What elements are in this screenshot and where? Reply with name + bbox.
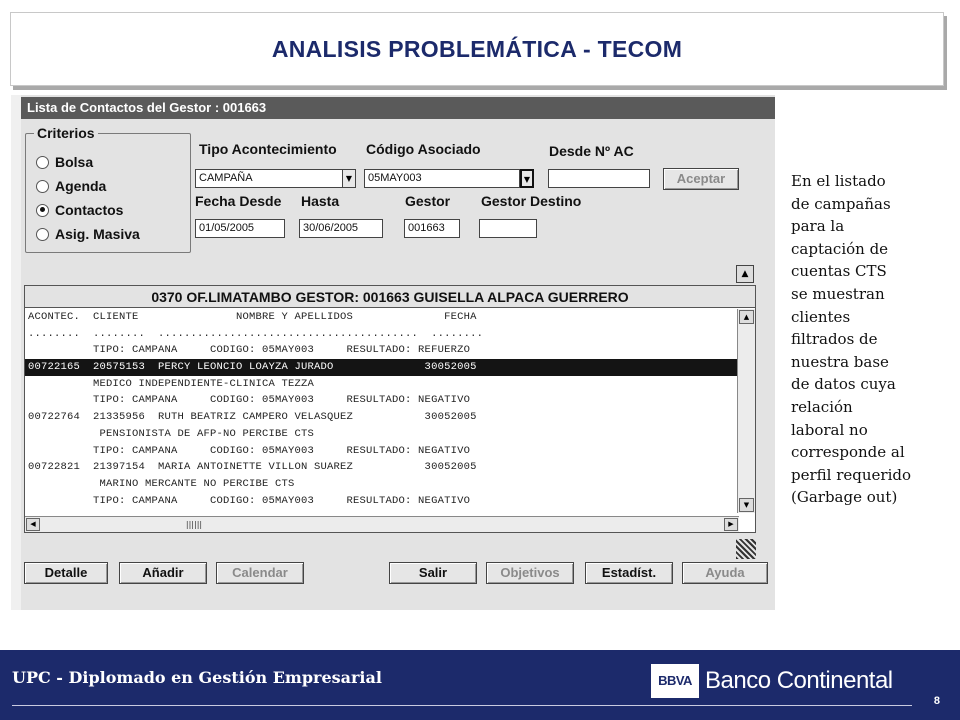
description-line: para la [791,217,845,236]
description-line: laboral no [791,420,868,439]
description-line: de campañas [791,194,891,213]
radio-agenda[interactable] [36,178,106,194]
estadisticas-button[interactable]: Estadíst. [585,562,673,584]
radio-label: Contactos [55,202,124,218]
radio-asig-masiva[interactable] [36,226,140,242]
fecha-desde-input[interactable]: 01/05/2005 [195,219,285,238]
contacts-list [24,285,756,533]
scroll-thumb-icon[interactable]: |||||| [185,520,203,529]
scroll-up-arrow-icon[interactable]: ▲ [739,310,754,324]
chevron-down-icon[interactable]: ▼ [520,169,534,188]
radio-label: Asig. Masiva [55,226,140,242]
list-column-header: ACONTEC. CLIENTE NOMBRE Y APELLIDOS FECHA [28,311,477,323]
footer-text: UPC - Diplomado en Gestión Empresarial [12,668,382,687]
tipo-acontecimiento-select[interactable]: CAMPAÑA [195,169,343,188]
resize-grip-icon[interactable] [736,539,756,559]
list-item[interactable]: TIPO: CAMPANA CODIGO: 05MAY003 RESULTADO: NEGATIVO [28,494,471,507]
description-line: captación de [791,239,889,258]
footer-divider [12,705,912,706]
list-header: 0370 OF.LIMATAMBO GESTOR: 001663 GUISELLA ALPACA GUERRERO [25,286,755,308]
description-line: filtrados de [791,330,878,349]
description-line: de datos cuya [791,375,896,394]
bank-name: Banco Continental [705,667,893,694]
list-item[interactable]: 00722821 21397154 MARIA ANTOINETTE VILLON SUAREZ 30052005 [28,461,477,474]
detalle-button[interactable]: Detalle [24,562,108,584]
title-banner [10,12,944,86]
scroll-down-arrow-icon[interactable]: ▼ [739,498,754,512]
codigo-asociado-label: Código Asociado [366,141,481,157]
radio-icon [36,180,49,193]
criterios-group [25,125,191,253]
desde-nro-ac-label: Desde Nº AC [549,143,634,159]
description-line: clientes [791,307,851,326]
scroll-left-arrow-icon[interactable]: ◀ [26,518,40,531]
codigo-asociado-input[interactable]: 05MAY003 [364,169,520,188]
description-line: nuestra base [791,352,889,371]
slide-title: ANALISIS PROBLEMÁTICA - TECOM [271,35,683,62]
salir-button[interactable]: Salir [389,562,477,584]
list-item[interactable]: MARINO MERCANTE NO PERCIBE CTS [28,477,295,490]
calendar-button[interactable]: Calendar [216,562,304,584]
bbva-logo-icon: BBVA [651,664,699,698]
list-separator: ........ ........ ........................................ ........ [28,327,484,340]
radio-contactos[interactable] [36,202,123,218]
list-item[interactable]: TIPO: CAMPANA CODIGO: 05MAY003 RESULTADO: REFUERZO [28,344,471,357]
fecha-desde-label: Fecha Desde [195,193,282,209]
description-line: relación [791,397,853,416]
scroll-right-arrow-icon[interactable]: ▶ [724,518,738,531]
description-line: (Garbage out) [791,488,898,507]
horizontal-scrollbar[interactable] [25,516,739,532]
radio-icon [36,228,49,241]
radio-label: Bolsa [55,154,94,170]
criterios-legend: Criterios [34,125,98,141]
vertical-scrollbar[interactable] [737,309,755,513]
bank-logo [651,664,893,698]
description-line: cuentas CTS [791,262,887,281]
description-line: perfil requerido [791,465,912,484]
app-screenshot [11,95,775,610]
description-line: En el listado [791,172,886,190]
description-text [791,170,951,509]
gestor-destino-input[interactable] [479,219,537,238]
list-item[interactable]: MEDICO INDEPENDIENTE-CLINICA TEZZA [28,377,315,390]
tipo-acontecimiento-label: Tipo Acontecimiento [199,141,337,157]
hasta-label: Hasta [301,193,340,209]
hasta-input[interactable]: 30/06/2005 [299,219,383,238]
list-item[interactable]: 00722764 21335956 RUTH BEATRIZ CAMPERO VELASQUEZ 30052005 [28,411,477,424]
list-item[interactable]: TIPO: CAMPANA CODIGO: 05MAY003 RESULTADO: NEGATIVO [28,394,471,407]
scan-edge [11,95,21,610]
desde-nro-ac-input[interactable] [548,169,650,188]
chevron-down-icon[interactable]: ▼ [342,169,356,188]
scroll-up-icon[interactable]: ▲ [736,265,754,283]
anadir-button[interactable]: Añadir [119,562,207,584]
description-line: se muestran [791,284,885,303]
page-number: 8 [933,695,940,707]
list-rows [25,309,737,509]
gestor-label: Gestor [405,193,451,209]
radio-bolsa[interactable] [36,154,93,170]
window-title: Lista de Contactos del Gestor : 001663 [21,97,775,119]
radio-selected-icon [36,204,49,217]
gestor-input[interactable]: 001663 [404,219,460,238]
footer-bar [0,650,960,720]
list-item-selected[interactable]: 00722165 20575153 PERCY LEONCIO LOAYZA JURADO 30052005 [25,359,737,376]
ayuda-button[interactable]: Ayuda [682,562,768,584]
list-item[interactable]: PENSIONISTA DE AFP-NO PERCIBE CTS [28,427,315,440]
list-item[interactable]: TIPO: CAMPANA CODIGO: 05MAY003 RESULTADO: NEGATIVO [28,444,471,457]
description-line: corresponde al [791,443,905,462]
gestor-destino-label: Gestor Destino [481,193,582,209]
aceptar-button[interactable]: Aceptar [663,168,739,190]
radio-label: Agenda [55,178,107,194]
objetivos-button[interactable]: Objetivos [486,562,574,584]
radio-icon [36,156,49,169]
